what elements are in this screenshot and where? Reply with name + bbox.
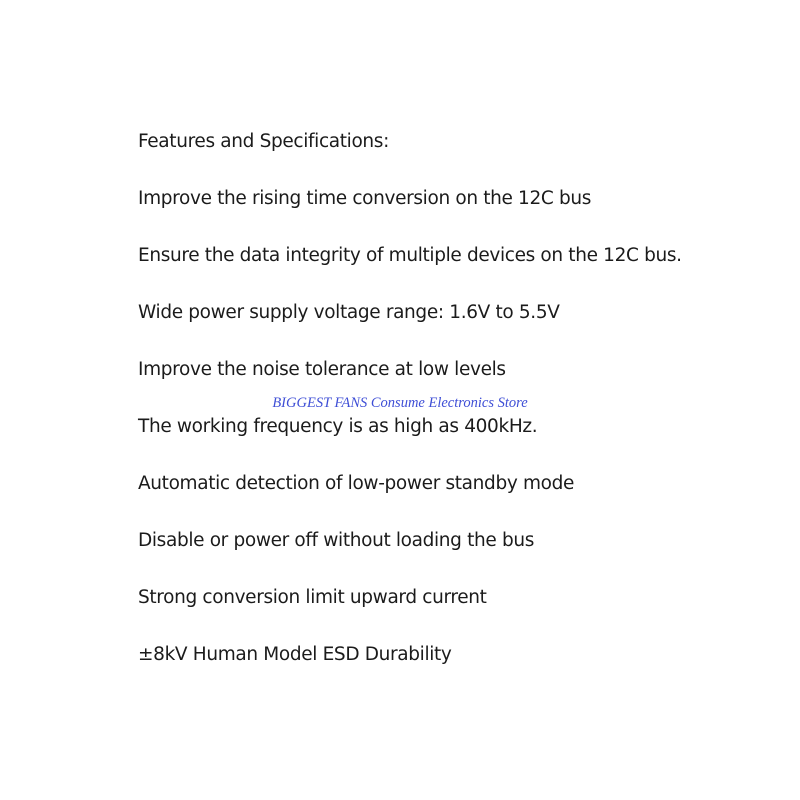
spec-line-frequency: The working frequency is as high as 400kHz. (138, 416, 538, 437)
spec-line-voltage-range: Wide power supply voltage range: 1.6V to 5.5V (138, 302, 560, 323)
spec-line-upward-current: Strong conversion limit upward current (138, 587, 487, 608)
spec-sheet (138, 128, 778, 698)
spec-line-power-off: Disable or power off without loading the bus (138, 530, 534, 551)
spec-line-standby-mode: Automatic detection of low-power standby mode (138, 473, 575, 494)
features-heading: Features and Specifications: (138, 131, 389, 152)
spec-line-noise-tolerance: Improve the noise tolerance at low levels (138, 359, 506, 380)
spec-line-esd-durability: ±8kV Human Model ESD Durability (138, 644, 452, 665)
store-watermark: BIGGEST FANS Consume Electronics Store (272, 395, 528, 411)
spec-line-rise-time: Improve the rising time conversion on the 12C bus (138, 188, 592, 209)
spec-line-data-integrity: Ensure the data integrity of multiple devices on the 12C bus. (138, 245, 682, 266)
